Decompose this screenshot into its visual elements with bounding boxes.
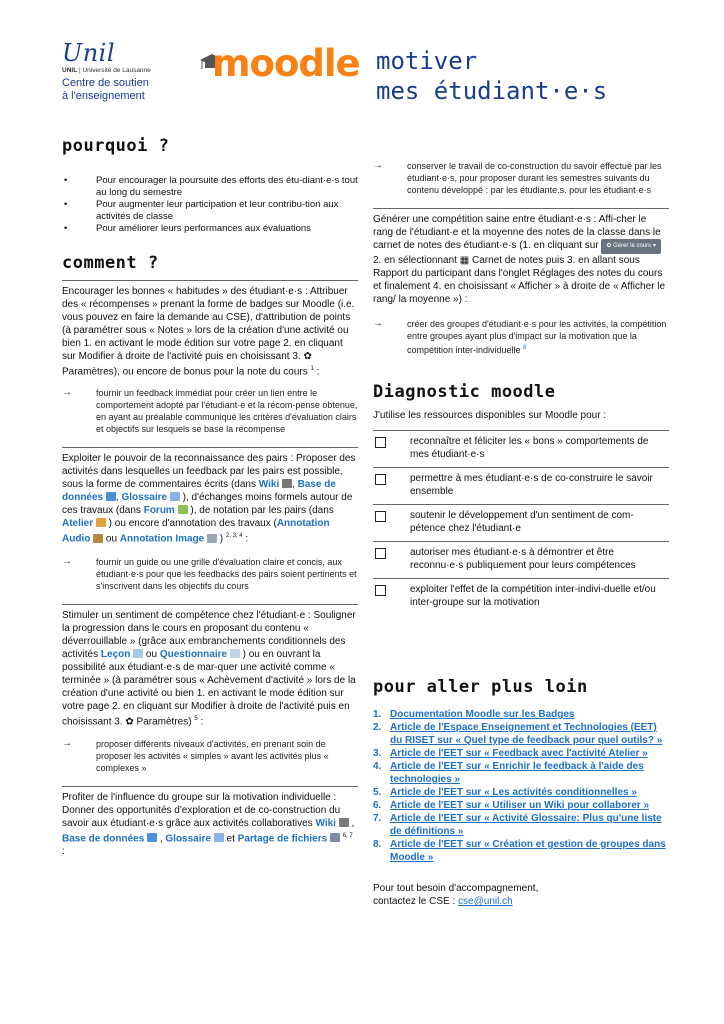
glossary-icon	[214, 833, 224, 842]
list-item[interactable]: 5. Article de l'EET sur « Les activités conditionnelles »	[373, 787, 637, 798]
divider	[62, 786, 358, 787]
pourquoi-list	[62, 175, 358, 235]
list-item: • Pour améliorer leurs performances aux évaluations	[62, 223, 358, 235]
arrow-item: → créer des groupes d'étudiant·e·s pour les activités, la compétition entre groupes ayant plus d'impact sur la motivation que la compétition inter-individuelle $^8$	[373, 318, 667, 355]
list-item: • Pour encourager la poursuite des efforts des étu-diant·e·s tout au long du semestre	[62, 175, 358, 199]
annotation-audio-icon	[93, 534, 103, 543]
arrow-right-icon: →	[62, 555, 72, 567]
workshop-icon	[96, 518, 106, 527]
left-column	[62, 136, 358, 858]
competition-block: Générer une compétition saine entre étudiant·e·s : Affi-cher le rang de l'étudiant·e et la moyenne des notes de la classe dans le carnet de notes des étudiant·e·s (1. en cliquant sur ✿ Gérer le cours ▾ 2. en sélectionnant ▦ Carnet de notes puis 3. en allant sous Rapport du participant dans l'onglet Réglages des notes du cours et finalement 4. en choisissant « Afficher » à droite de « Afficher le rang/ la moyenne ») :	[373, 214, 666, 305]
gear-icon: ✿	[125, 715, 134, 727]
checkbox[interactable]	[375, 437, 386, 448]
wiki-icon	[339, 818, 349, 827]
lesson-icon	[133, 649, 143, 658]
checkbox[interactable]	[375, 585, 386, 596]
arrow-right-icon: →	[373, 318, 383, 329]
file-sharing-icon	[330, 833, 340, 842]
table-icon: ▦	[459, 255, 470, 266]
checkbox[interactable]	[375, 548, 386, 559]
email-link[interactable]: cse@unil.ch	[458, 896, 513, 907]
database-icon	[106, 492, 116, 501]
checklist-item[interactable]: autoriser mes étudiant·e·s à démontrer et être reconnu·e·s publiquement pour leurs compétences	[373, 541, 669, 578]
forum-icon	[178, 505, 188, 514]
divider	[373, 208, 669, 209]
annotation-image-icon	[207, 534, 217, 543]
divider	[62, 447, 358, 448]
references-list	[373, 708, 669, 864]
annotation-image-link[interactable]: Annotation Image	[119, 533, 205, 545]
cse-name: Centre de soutien à l'enseignement	[62, 77, 149, 102]
unil-script-logo: Unil	[62, 39, 116, 67]
forum-link[interactable]: Forum	[143, 505, 175, 517]
contact-text: Pour tout besoin d'accompagnement, contactez le CSE : cse@unil.ch	[373, 883, 539, 907]
list-item[interactable]: 3. Article de l'EET sur « Feedback avec l'activité Atelier »	[373, 748, 648, 759]
list-item[interactable]: 7. Article de l'EET sur « Activité Glossaire: Plus qu'une liste de définitions »	[373, 813, 662, 837]
unil-name: UNIL | Université de Lausanne	[62, 67, 151, 74]
gear-icon: ✿	[606, 243, 612, 249]
arrow-right-icon: →	[62, 737, 72, 749]
comment-block-3: Stimuler un sentiment de compétence chez l'étudiant·e : Souligner la progression dans le cours en proposant du contenu « déverrouillable » (grâce aux embranchements conditionnels des activités Leçon ou Questionnaire ) ou en ouvrant la possibilité aux étudiant·e·s de mar-quer une activité comme « terminée » (à paramétrer sous « Achèvement d'activité » lors de la création d'une activité ou bien 1. en activant le mode édition sur votre page 2. en cliquant sur Modifier à droite de l'activité puis en choisissant 3. ✿ Paramètres) $^5$ :	[62, 609, 356, 727]
list-item: • Pour augmenter leur participation et leur contribu-tion aux activités de classe	[62, 199, 358, 223]
diagnostic-intro: J'utilise les ressources disponibles sur Moodle pour :	[373, 410, 607, 421]
glossary-icon	[170, 492, 180, 501]
arrow-item: → fournir un guide ou une grille d'évaluation claire et concis, aux étudiant·e·s pour que les feedbacks des pairs soient pertinents et s'inscrivent dans les objectifs du cours	[62, 555, 357, 591]
list-item[interactable]: 6. Article de l'EET sur « Utiliser un Wiki pour collaborer »	[373, 800, 650, 811]
checkbox[interactable]	[375, 511, 386, 522]
document-title: motiver mes étudiant·e·s	[376, 47, 608, 105]
database-icon	[147, 833, 157, 842]
annotation-audio-link[interactable]: Annotation Audio	[62, 518, 330, 545]
checkbox[interactable]	[375, 474, 386, 485]
divider	[62, 280, 358, 281]
quiz-icon	[230, 649, 240, 658]
list-item[interactable]: 4. Article de l'EET sur « Enrichir le feedback à l'aide des technologies »	[373, 761, 644, 785]
manage-course-button[interactable]: ✿ Gérer le cours ▾	[601, 239, 660, 254]
checklist-item[interactable]: exploiter l'effet de la compétition inter-indivi-duelle et/ou inter-groupe sur la motivation	[373, 578, 669, 615]
database-link[interactable]: Base de données	[62, 833, 145, 845]
arrow-right-icon: →	[373, 160, 383, 171]
wiki-icon	[282, 479, 292, 488]
checklist-item[interactable]: soutenir le développement d'un sentiment de com-pétence chez l'étudiant·e	[373, 504, 669, 541]
checklist-item[interactable]: permettre à mes étudiant·e·s de co-construire le savoir ensemble	[373, 467, 669, 504]
moodle-wordmark: moodle	[212, 42, 360, 85]
workshop-link[interactable]: Atelier	[62, 518, 94, 530]
lesson-link[interactable]: Leçon	[100, 648, 131, 660]
glossary-link[interactable]: Glossaire	[165, 833, 211, 845]
section-title-plus-loin: pour aller plus loin	[373, 677, 588, 697]
divider	[62, 604, 358, 605]
wiki-link[interactable]: Wiki	[258, 479, 280, 491]
glossary-link[interactable]: Glossaire	[121, 492, 168, 504]
comment-block-4: Profiter de l'influence du groupe sur la motivation individuelle : Donner des opportunités d'exploration et de co-construction du savoir aux étudiant·e·s grâce aux activités collaboratives Wiki , Base de données , Glossaire et Partage de fichiers $^{6, 7}$ :	[62, 791, 355, 858]
section-title-pourquoi: pourquoi ?	[62, 136, 170, 156]
arrow-item: → fournir un feedback immédiat pour créer un lien entre le comportement adopté par l'étudiant·e et la récom-pense obtenue, en ayant au préalable communiqué les critères d'évaluation clairs et objectifs sur lesquels se base la récompense	[62, 387, 358, 435]
database-link[interactable]: Base de données	[62, 479, 336, 504]
arrow-item: → conserver le travail de co-construction du savoir effectué par les étudiant·e·s, pour proposer durant les semestres suivants du contenu développé : par les étudiante.s. pour les étudiant·e·s	[373, 160, 662, 195]
section-title-comment: comment ?	[62, 253, 159, 273]
unil-logo	[62, 40, 212, 103]
section-title-diagnostic: Diagnostic moodle	[373, 382, 556, 402]
wiki-link[interactable]: Wiki	[315, 817, 336, 829]
gear-icon: ✿	[303, 351, 312, 362]
right-column	[373, 160, 669, 908]
comment-block-1: Encourager les bonnes « habitudes » des étudiant·e·s : Attribuer des « récompenses » prenant la forme de badges sur Moodle (i.e. vous pouvez en faire la demande au CSE), d'attribution de points (à paramétrer sous « Notes » lors de la création d'une activité ou bien 1. en activant le mode édition sur votre page 2. en cliquant sur Modifier à droite de l'activité puis en choisissant 3. ✿ Paramètres), ou encore de bonus pour la note du cours $^1$ :	[62, 286, 355, 378]
checklist-item[interactable]: reconnaître et féliciter les « bons » comportements de mes étudiant·e·s	[373, 430, 669, 467]
list-item[interactable]: 2. Article de l'Espace Enseignement et Technologies (EET) du RISET sur « Quel type de feedback pour quel outils? »	[373, 722, 663, 746]
list-item[interactable]: 1. Documentation Moodle sur les Badges	[373, 709, 575, 720]
list-item[interactable]: 8. Article de l'EET sur « Création et gestion de groupes dans Moodle »	[373, 839, 666, 863]
arrow-right-icon: →	[62, 387, 72, 399]
comment-block-2: Exploiter le pouvoir de la reconnaissance des pairs : Proposer des activités dans lesquelles un feedback par les pairs est possible, sous la forme de commentaires écrits (dans Wiki , Base de données , Glossaire ), d'échanges moins formels autour de ces travaux (dans Forum ), de notation par les pairs (dans Atelier ) ou encore d'annotation des travaux (Annotation Audio ou Annotation Image ) $^{2, 3, 4}$ :	[62, 453, 356, 545]
file-sharing-link[interactable]: Partage de fichiers	[237, 833, 328, 845]
arrow-item: → proposer différents niveaux d'activités, en prenant soin de proposer les activités « simples » avant les activités plus « complexes »	[62, 737, 329, 773]
quiz-link[interactable]: Questionnaire	[159, 648, 228, 660]
